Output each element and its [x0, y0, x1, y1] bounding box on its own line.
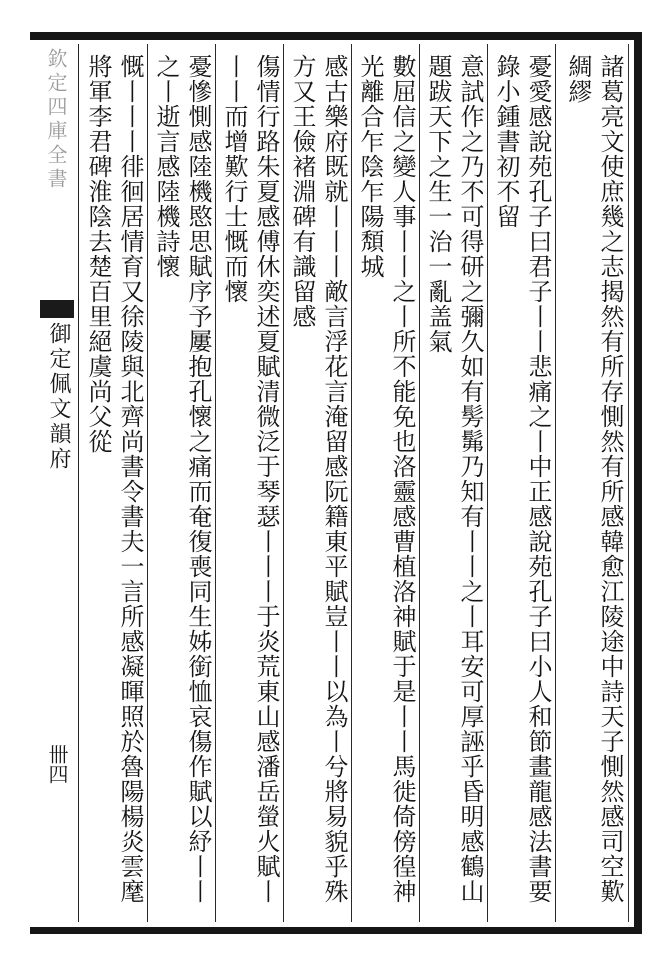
column-rule [283, 44, 284, 922]
column-rule [215, 44, 216, 922]
text-column-4: 數屈信之變人事丨丨之丨所不能免也洛靈感曹植洛神賦于是丨丨馬徙倚傍徨神光離合乍陰乍陽頽城 [356, 54, 416, 904]
column-rule [351, 44, 352, 922]
frame-border-right [634, 32, 642, 934]
text-column-5: 感古樂府既就丨丨丨敵言浮花言淹留感阮籍東平賦豈丨丨以為丨兮將易貌乎殊方又王儉褚淵碑有識留感 [288, 54, 348, 904]
book-title: 御定佩文韻府 [46, 322, 71, 472]
column-rule [487, 44, 488, 922]
text-column-7: 憂慘惻感陸機愍思賦序予屢抱孔懷之痛而奄復喪同生姊銜恤哀傷作賦以紓丨丨之丨逝言感陸機詩懷 [152, 54, 212, 904]
text-column-3: 意試作之乃不可得研之彌久如有髣髴乃知有丨丨之丨耳安可厚誣乎昏明感鶴山題跋天下之生一治一亂盖氣 [424, 54, 484, 904]
fish-tail-mark [40, 300, 74, 318]
column-rule [555, 44, 556, 922]
column-rule [419, 44, 420, 922]
text-column-2: 憂愛感說苑孔子曰君子丨丨悲痛之丨中正感說苑孔子曰小人和節畫龍感法書要錄小鍾書初不留 [492, 54, 552, 904]
text-column-6: 傷情行路朱夏感傅休奕述夏賦清微泛于琴瑟丨丨丨于炎荒東山感潘岳螢火賦丨丨丨而增歎行士慨而懷 [220, 54, 280, 904]
spine-divider [78, 44, 79, 922]
spine-header-text: 欽定四庫全書 [44, 48, 68, 192]
text-column-1: 諸葛亮文使庶幾之志揭然有所存惻然有所感韓愈江陵途中詩天子惻然感司空歎綢繆 [564, 54, 624, 904]
leaf-number: 卌四 [45, 744, 69, 784]
frame-border-top [30, 32, 642, 40]
column-rule [147, 44, 148, 922]
frame-border-bottom [30, 927, 642, 934]
text-column-8: 慨丨丨丨徘徊居情育又徐陵與北齊尚書令書夫一言所感凝暉照於魯陽楊炎雲麾將軍李君碑淮陰去楚百里絕虞尚父從 [84, 54, 144, 904]
